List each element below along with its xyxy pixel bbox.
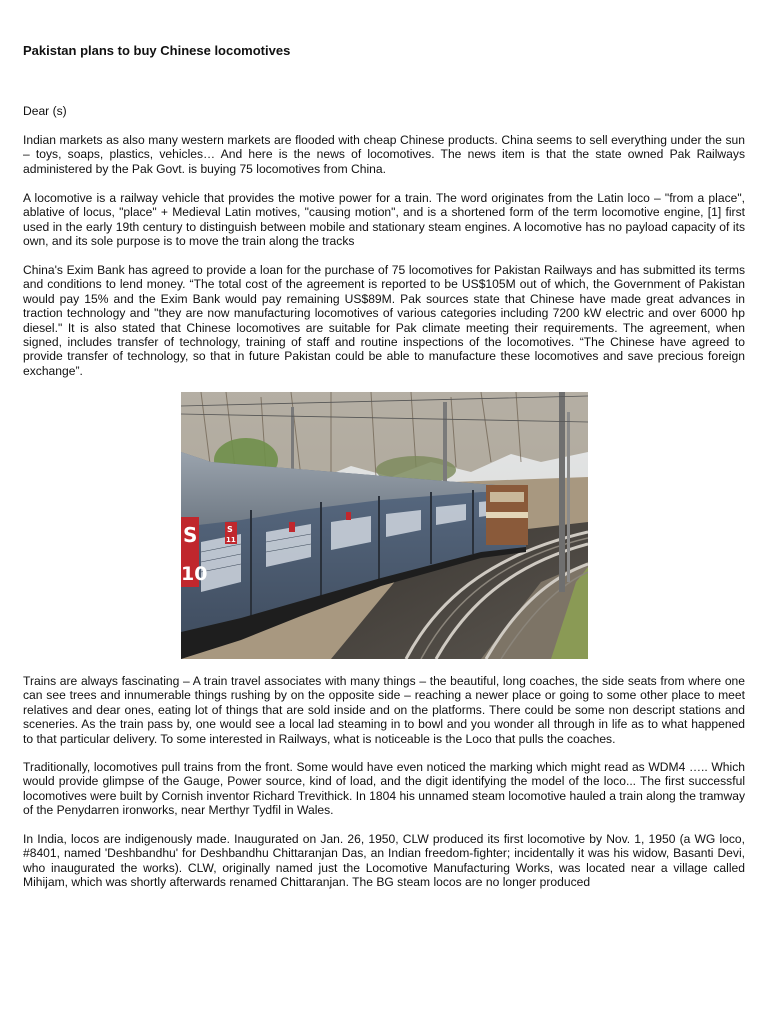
- coach-marking-10: 10: [181, 563, 208, 585]
- paragraph-3: China's Exim Bank has agreed to provide a loan for the purchase of 75 locomotives for Pakistan Railways and has submitted its terms and conditions to lend money. “The total cost of the agreement is reported to be US$105M out of which, the Government of Pakistan would pay 15% and the Exim Bank would pay remaining US$89M. Pak sources state that Chinese have made great advances in traction technology and "they are now manufacturing locomotives of various categories including 7200 kW electric and over 6000 hp diesel." It is also stated that Chinese locomotives are suitable for Pak climate meeting their requirements. The agreement, when signed, includes transfer of technology, training of staff and routine inspections of the locomotives. “The Chinese have agreed to provide transfer of technology, so that in future Pakistan could be able to manufacture these locomotives and save precious foreign exchange”.: [23, 263, 745, 378]
- coach-marking-s: S: [183, 523, 198, 547]
- paragraph-5: Traditionally, locomotives pull trains from the front. Some would have even noticed the marking which might read as WDM4 ….. Which would provide glimpse of the Gauge, Power source, kind of load, and the digit identifying the model of the loco... The first successful locomotives were built by Cornish inventor Richard Trevithick. In 1804 his unnamed steam locomotive hauled a train along the tramway of the Penydarren ironworks, near Merthyr Tydfil in Wales.: [23, 760, 745, 818]
- salutation: Dear (s): [23, 104, 67, 118]
- document-title: Pakistan plans to buy Chinese locomotives: [23, 43, 291, 58]
- train-photo: [181, 392, 588, 659]
- paragraph-1: Indian markets as also many western markets are flooded with cheap Chinese products. China seems to sell everything under the sun – toys, soaps, plastics, vehicles… And here is the news of locomotives. The news item is that the state owned Pak Railways administered by the Pak Govt. is buying 75 locomotives from China.: [23, 133, 745, 176]
- coach-marking-s-small: S: [227, 525, 233, 534]
- paragraph-2: A locomotive is a railway vehicle that provides the motive power for a train. The word originates from the Latin loco – "from a place", ablative of locus, "place" + Medieval Latin motives, "causing motion", and is a shortened form of the term locomotive engine, [1] first used in the early 19th century to distinguish between mobile and stationary steam engines. A locomotive has no payload capacity of its own, and its sole purpose is to move the train along the tracks: [23, 191, 745, 249]
- paragraph-6: In India, locos are indigenously made. Inaugurated on Jan. 26, 1950, CLW produced its first locomotive by Nov. 1, 1950 (a WG loco, #8401, named 'Deshbandhu' for Deshbandhu Chittaranjan Das, an Indian freedom-fighter; incidentally it was his widow, Basanti Devi, who inaugurated the works). CLW, originally named just the Locomotive Manufacturing Works, was located near a village called Mihijam, which was shortly afterwards renamed Chittaranjan. The BG steam locos are no longer produced: [23, 832, 745, 890]
- paragraph-4: Trains are always fascinating – A train travel associates with many things – the beautiful, long coaches, the side seats from where one can see trees and innumerable things rushing by on the opposite side – reaching a newer place or going to some other place to meet relatives and dear ones, eating lot of things that are sold inside and on the platforms. There could be some non descript stations and sceneries. As the train pass by, one would see a local lad steaming in to bowl and you wonder all through in life as to what happened to that particular delivery. To some interested in Railways, what is noticeable is the Loco that pulls the coaches.: [23, 674, 745, 746]
- coach-marking-11: 11: [226, 536, 236, 544]
